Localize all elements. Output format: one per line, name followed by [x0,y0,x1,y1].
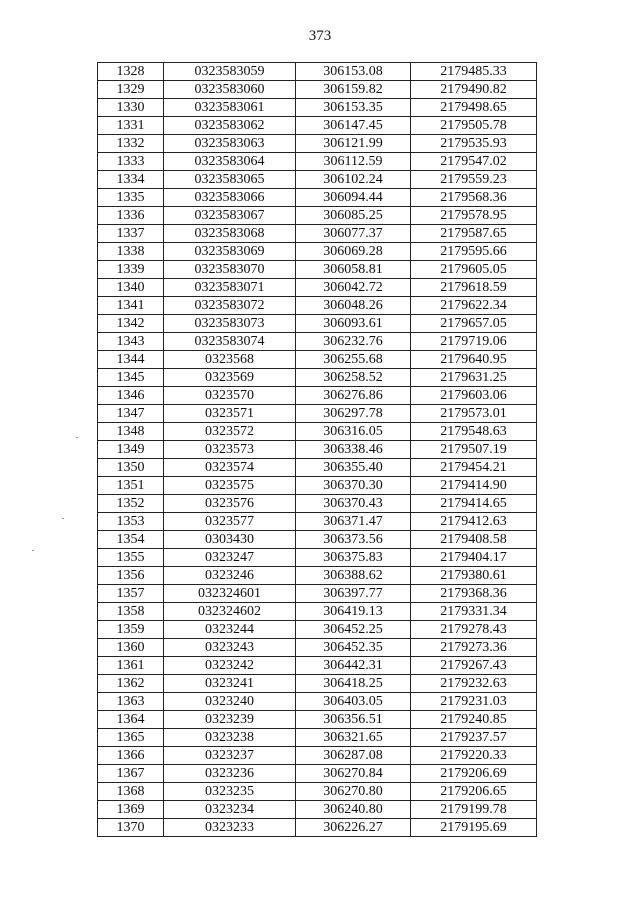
table-row [98,765,537,783]
point-code-cell: 0323237 [164,747,296,765]
point-code-cell: 0323570 [164,387,296,405]
x-coordinate-cell: 306147.45 [296,117,411,135]
x-coordinate-cell: 306153.08 [296,63,411,81]
table-row [98,477,537,495]
point-code-cell: 0323583066 [164,189,296,207]
point-number-cell: 1370 [98,819,164,837]
table-row [98,495,537,513]
point-code-cell: 0323239 [164,711,296,729]
point-number-cell: 1347 [98,405,164,423]
point-code-cell: 0323576 [164,495,296,513]
y-coordinate-cell: 2179404.17 [411,549,537,567]
point-number-cell: 1360 [98,639,164,657]
table-row [98,63,537,81]
x-coordinate-cell: 306153.35 [296,99,411,117]
table-row [98,513,537,531]
x-coordinate-cell: 306316.05 [296,423,411,441]
point-code-cell: 0323235 [164,783,296,801]
x-coordinate-cell: 306077.37 [296,225,411,243]
y-coordinate-cell: 2179547.02 [411,153,537,171]
point-number-cell: 1356 [98,567,164,585]
table-body [98,63,537,837]
x-coordinate-cell: 306226.27 [296,819,411,837]
point-number-cell: 1337 [98,225,164,243]
y-coordinate-cell: 2179206.69 [411,765,537,783]
point-number-cell: 1357 [98,585,164,603]
table-row [98,351,537,369]
table-row [98,711,537,729]
point-code-cell: 0323583061 [164,99,296,117]
x-coordinate-cell: 306356.51 [296,711,411,729]
point-number-cell: 1359 [98,621,164,639]
table-row [98,675,537,693]
point-number-cell: 1338 [98,243,164,261]
scan-speck [62,518,64,519]
y-coordinate-cell: 2179622.34 [411,297,537,315]
point-code-cell: 0323583067 [164,207,296,225]
table-row [98,693,537,711]
point-code-cell: 0323583072 [164,297,296,315]
y-coordinate-cell: 2179498.65 [411,99,537,117]
x-coordinate-cell: 306321.65 [296,729,411,747]
point-number-cell: 1345 [98,369,164,387]
point-number-cell: 1367 [98,765,164,783]
point-code-cell: 0323247 [164,549,296,567]
scan-speck [76,437,78,438]
x-coordinate-cell: 306159.82 [296,81,411,99]
table-row [98,603,537,621]
point-code-cell: 0303430 [164,531,296,549]
y-coordinate-cell: 2179573.01 [411,405,537,423]
point-number-cell: 1368 [98,783,164,801]
point-code-cell: 0323583069 [164,243,296,261]
table-row [98,459,537,477]
y-coordinate-cell: 2179206.65 [411,783,537,801]
page-number: 373 [308,28,332,44]
y-coordinate-cell: 2179267.43 [411,657,537,675]
point-code-cell: 0323583074 [164,333,296,351]
y-coordinate-cell: 2179548.63 [411,423,537,441]
x-coordinate-cell: 306355.40 [296,459,411,477]
point-code-cell: 0323583070 [164,261,296,279]
table-row [98,117,537,135]
x-coordinate-cell: 306375.83 [296,549,411,567]
table-row [98,729,537,747]
y-coordinate-cell: 2179719.06 [411,333,537,351]
point-number-cell: 1336 [98,207,164,225]
point-code-cell: 0323583063 [164,135,296,153]
y-coordinate-cell: 2179485.33 [411,63,537,81]
table-row [98,207,537,225]
y-coordinate-cell: 2179618.59 [411,279,537,297]
table-row [98,297,537,315]
point-code-cell: 0323577 [164,513,296,531]
table-row [98,135,537,153]
x-coordinate-cell: 306112.59 [296,153,411,171]
point-code-cell: 032324601 [164,585,296,603]
y-coordinate-cell: 2179640.95 [411,351,537,369]
table-row [98,423,537,441]
y-coordinate-cell: 2179368.36 [411,585,537,603]
point-code-cell: 0323583071 [164,279,296,297]
point-number-cell: 1342 [98,315,164,333]
y-coordinate-cell: 2179603.06 [411,387,537,405]
y-coordinate-cell: 2179595.66 [411,243,537,261]
point-number-cell: 1355 [98,549,164,567]
point-number-cell: 1346 [98,387,164,405]
point-code-cell: 0323574 [164,459,296,477]
table-row [98,531,537,549]
point-code-cell: 0323234 [164,801,296,819]
table-row [98,801,537,819]
y-coordinate-cell: 2179278.43 [411,621,537,639]
point-code-cell: 0323583062 [164,117,296,135]
y-coordinate-cell: 2179195.69 [411,819,537,837]
point-number-cell: 1328 [98,63,164,81]
table-row [98,333,537,351]
table-row [98,279,537,297]
point-number-cell: 1340 [98,279,164,297]
x-coordinate-cell: 306121.99 [296,135,411,153]
point-number-cell: 1362 [98,675,164,693]
table-row [98,549,537,567]
point-code-cell: 0323244 [164,621,296,639]
x-coordinate-cell: 306397.77 [296,585,411,603]
table-row [98,657,537,675]
point-number-cell: 1354 [98,531,164,549]
table-row [98,567,537,585]
point-number-cell: 1343 [98,333,164,351]
x-coordinate-cell: 306258.52 [296,369,411,387]
x-coordinate-cell: 306270.84 [296,765,411,783]
point-number-cell: 1332 [98,135,164,153]
point-number-cell: 1351 [98,477,164,495]
point-code-cell: 0323243 [164,639,296,657]
point-number-cell: 1331 [98,117,164,135]
x-coordinate-cell: 306388.62 [296,567,411,585]
point-number-cell: 1364 [98,711,164,729]
x-coordinate-cell: 306452.35 [296,639,411,657]
y-coordinate-cell: 2179578.95 [411,207,537,225]
table-row [98,81,537,99]
table-row [98,243,537,261]
x-coordinate-cell: 306102.24 [296,171,411,189]
point-number-cell: 1344 [98,351,164,369]
x-coordinate-cell: 306370.30 [296,477,411,495]
y-coordinate-cell: 2179240.85 [411,711,537,729]
y-coordinate-cell: 2179232.63 [411,675,537,693]
y-coordinate-cell: 2179559.23 [411,171,537,189]
point-code-cell: 0323238 [164,729,296,747]
table-row [98,783,537,801]
point-number-cell: 1330 [98,99,164,117]
table-row [98,585,537,603]
point-code-cell: 0323242 [164,657,296,675]
table-row [98,261,537,279]
x-coordinate-cell: 306058.81 [296,261,411,279]
table-row [98,369,537,387]
point-code-cell: 0323236 [164,765,296,783]
x-coordinate-cell: 306048.26 [296,297,411,315]
y-coordinate-cell: 2179414.65 [411,495,537,513]
point-code-cell: 0323569 [164,369,296,387]
y-coordinate-cell: 2179507.19 [411,441,537,459]
point-number-cell: 1352 [98,495,164,513]
table-row [98,621,537,639]
y-coordinate-cell: 2179408.58 [411,531,537,549]
point-code-cell: 0323575 [164,477,296,495]
x-coordinate-cell: 306094.44 [296,189,411,207]
point-code-cell: 0323583065 [164,171,296,189]
x-coordinate-cell: 306370.43 [296,495,411,513]
x-coordinate-cell: 306232.76 [296,333,411,351]
x-coordinate-cell: 306276.86 [296,387,411,405]
y-coordinate-cell: 2179331.34 [411,603,537,621]
table-row [98,405,537,423]
x-coordinate-cell: 306373.56 [296,531,411,549]
point-number-cell: 1349 [98,441,164,459]
table-row [98,153,537,171]
point-number-cell: 1348 [98,423,164,441]
y-coordinate-cell: 2179273.36 [411,639,537,657]
table-row [98,387,537,405]
point-number-cell: 1365 [98,729,164,747]
y-coordinate-cell: 2179631.25 [411,369,537,387]
table-row [98,747,537,765]
x-coordinate-cell: 306240.80 [296,801,411,819]
y-coordinate-cell: 2179490.82 [411,81,537,99]
x-coordinate-cell: 306371.47 [296,513,411,531]
x-coordinate-cell: 306255.68 [296,351,411,369]
point-number-cell: 1335 [98,189,164,207]
scan-speck [32,550,34,551]
point-number-cell: 1329 [98,81,164,99]
point-code-cell: 0323572 [164,423,296,441]
x-coordinate-cell: 306042.72 [296,279,411,297]
y-coordinate-cell: 2179568.36 [411,189,537,207]
x-coordinate-cell: 306338.46 [296,441,411,459]
point-code-cell: 0323573 [164,441,296,459]
table-row [98,315,537,333]
y-coordinate-cell: 2179454.21 [411,459,537,477]
x-coordinate-cell: 306442.31 [296,657,411,675]
table-container [97,62,537,837]
x-coordinate-cell: 306093.61 [296,315,411,333]
point-code-cell: 0323583059 [164,63,296,81]
point-code-cell: 0323583064 [164,153,296,171]
point-number-cell: 1334 [98,171,164,189]
y-coordinate-cell: 2179657.05 [411,315,537,333]
point-number-cell: 1358 [98,603,164,621]
point-code-cell: 0323583068 [164,225,296,243]
point-code-cell: 0323246 [164,567,296,585]
table-row [98,171,537,189]
point-code-cell: 0323583073 [164,315,296,333]
y-coordinate-cell: 2179237.57 [411,729,537,747]
point-number-cell: 1353 [98,513,164,531]
x-coordinate-cell: 306418.25 [296,675,411,693]
point-code-cell: 0323583060 [164,81,296,99]
point-code-cell: 0323233 [164,819,296,837]
table-row [98,639,537,657]
point-number-cell: 1341 [98,297,164,315]
y-coordinate-cell: 2179587.65 [411,225,537,243]
table-row [98,99,537,117]
point-code-cell: 0323568 [164,351,296,369]
y-coordinate-cell: 2179414.90 [411,477,537,495]
x-coordinate-cell: 306297.78 [296,405,411,423]
x-coordinate-cell: 306270.80 [296,783,411,801]
table-row [98,189,537,207]
coordinates-table [97,62,537,837]
point-number-cell: 1361 [98,657,164,675]
point-number-cell: 1333 [98,153,164,171]
point-number-cell: 1350 [98,459,164,477]
y-coordinate-cell: 2179605.05 [411,261,537,279]
point-code-cell: 0323241 [164,675,296,693]
y-coordinate-cell: 2179220.33 [411,747,537,765]
y-coordinate-cell: 2179535.93 [411,135,537,153]
point-number-cell: 1369 [98,801,164,819]
x-coordinate-cell: 306403.05 [296,693,411,711]
y-coordinate-cell: 2179412.63 [411,513,537,531]
point-number-cell: 1339 [98,261,164,279]
y-coordinate-cell: 2179380.61 [411,567,537,585]
point-number-cell: 1363 [98,693,164,711]
point-code-cell: 0323240 [164,693,296,711]
x-coordinate-cell: 306419.13 [296,603,411,621]
table-row [98,225,537,243]
point-code-cell: 032324602 [164,603,296,621]
table-row [98,441,537,459]
point-number-cell: 1366 [98,747,164,765]
x-coordinate-cell: 306452.25 [296,621,411,639]
y-coordinate-cell: 2179505.78 [411,117,537,135]
y-coordinate-cell: 2179231.03 [411,693,537,711]
x-coordinate-cell: 306287.08 [296,747,411,765]
x-coordinate-cell: 306085.25 [296,207,411,225]
table-row [98,819,537,837]
x-coordinate-cell: 306069.28 [296,243,411,261]
point-code-cell: 0323571 [164,405,296,423]
y-coordinate-cell: 2179199.78 [411,801,537,819]
